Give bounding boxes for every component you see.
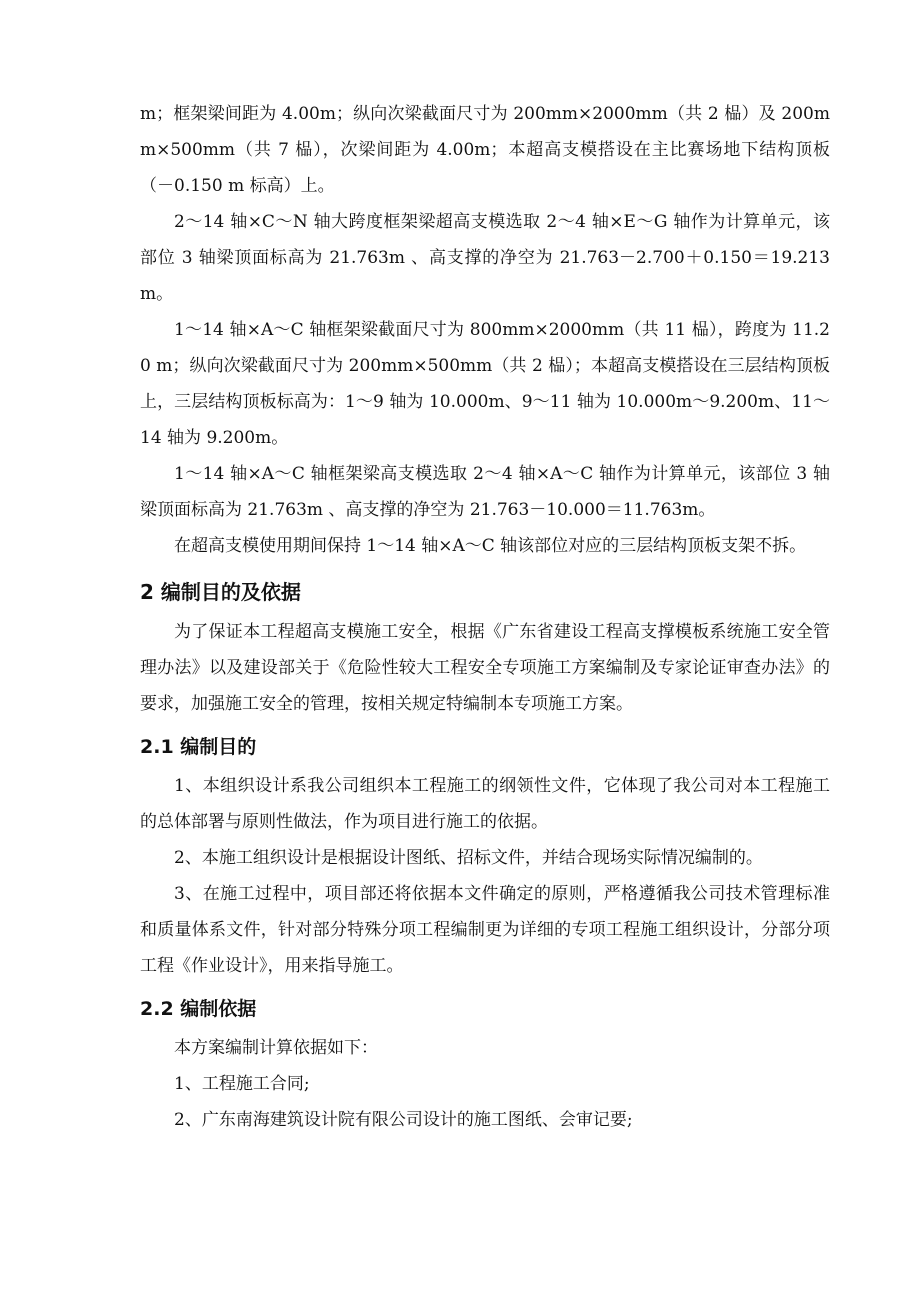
document-body [140, 96, 830, 1138]
paragraph-keep-support: 在超高支模使用期间保持 1～14 轴×A～C 轴该部位对应的三层结构顶板支架不拆。 [174, 536, 807, 556]
section-2-heading: 2 编制目的及依据 [140, 580, 301, 604]
paragraph-continuation: m；框架梁间距为 4.00m；纵向次梁截面尺寸为 200mm×2000mm（共 2 榀）及 200mm×500mm（共 7 榀），次梁间距为 4.00m；本超高支模搭设在主比赛场地下结构顶板（－0.150 m 标高）上。 [140, 104, 830, 196]
paragraph-beam-ac: 1～14 轴×A～C 轴框架梁截面尺寸为 800mm×2000mm（共 11 榀），跨度为 11.20 m；纵向次梁截面尺寸为 200mm×500mm（共 2 榀）；本超高支模搭设在三层结构顶板上，三层结构顶板标高为：1～9 轴为 10.000m、9～11 轴为 10.000m～9.200m、11～14 轴为 9.200m。 [140, 320, 830, 448]
paragraph-calc-unit-cn: 2～14 轴×C～N 轴大跨度框架梁超高支模选取 2～4 轴×E～G 轴作为计算单元，该部位 3 轴梁顶面标高为 21.763m 、高支撑的净空为 21.763－2.700＋0.150＝19.213m。 [140, 212, 830, 304]
section-2-intro: 为了保证本工程超高支模施工安全，根据《广东省建设工程高支撑模板系统施工安全管理办法》以及建设部关于《危险性较大工程安全专项施工方案编制及专家论证审查办法》的要求，加强施工安全的管理，按相关规定特编制本专项施工方案。 [140, 622, 830, 714]
section-2-2-intro: 本方案编制计算依据如下： [174, 1038, 378, 1058]
section-2-1-heading: 2.1 编制目的 [140, 736, 257, 758]
section-2-1-item: 1、本组织设计系我公司组织本工程施工的纲领性文件，它体现了我公司对本工程施工的总体部署与原则性做法，作为项目进行施工的依据。 [140, 776, 830, 832]
section-2-2-item: 2、广东南海建筑设计院有限公司设计的施工图纸、会审记要; [174, 1110, 633, 1130]
section-2-1-item: 2、本施工组织设计是根据设计图纸、招标文件，并结合现场实际情况编制的。 [174, 848, 763, 868]
paragraph-calc-unit-ac: 1～14 轴×A～C 轴框架梁高支模选取 2～4 轴×A～C 轴作为计算单元，该部位 3 轴梁顶面标高为 21.763m 、高支撑的净空为 21.763－10.000＝11.763m。 [140, 464, 830, 520]
section-2-1-item: 3、在施工过程中，项目部还将依据本文件确定的原则，严格遵循我公司技术管理标准和质量体系文件，针对部分特殊分项工程编制更为详细的专项工程施工组织设计，分部分项工程《作业设计》，用来指导施工。 [140, 884, 830, 976]
section-2-2-heading: 2.2 编制依据 [140, 998, 257, 1020]
section-2-2-item: 1、工程施工合同; [174, 1074, 310, 1094]
